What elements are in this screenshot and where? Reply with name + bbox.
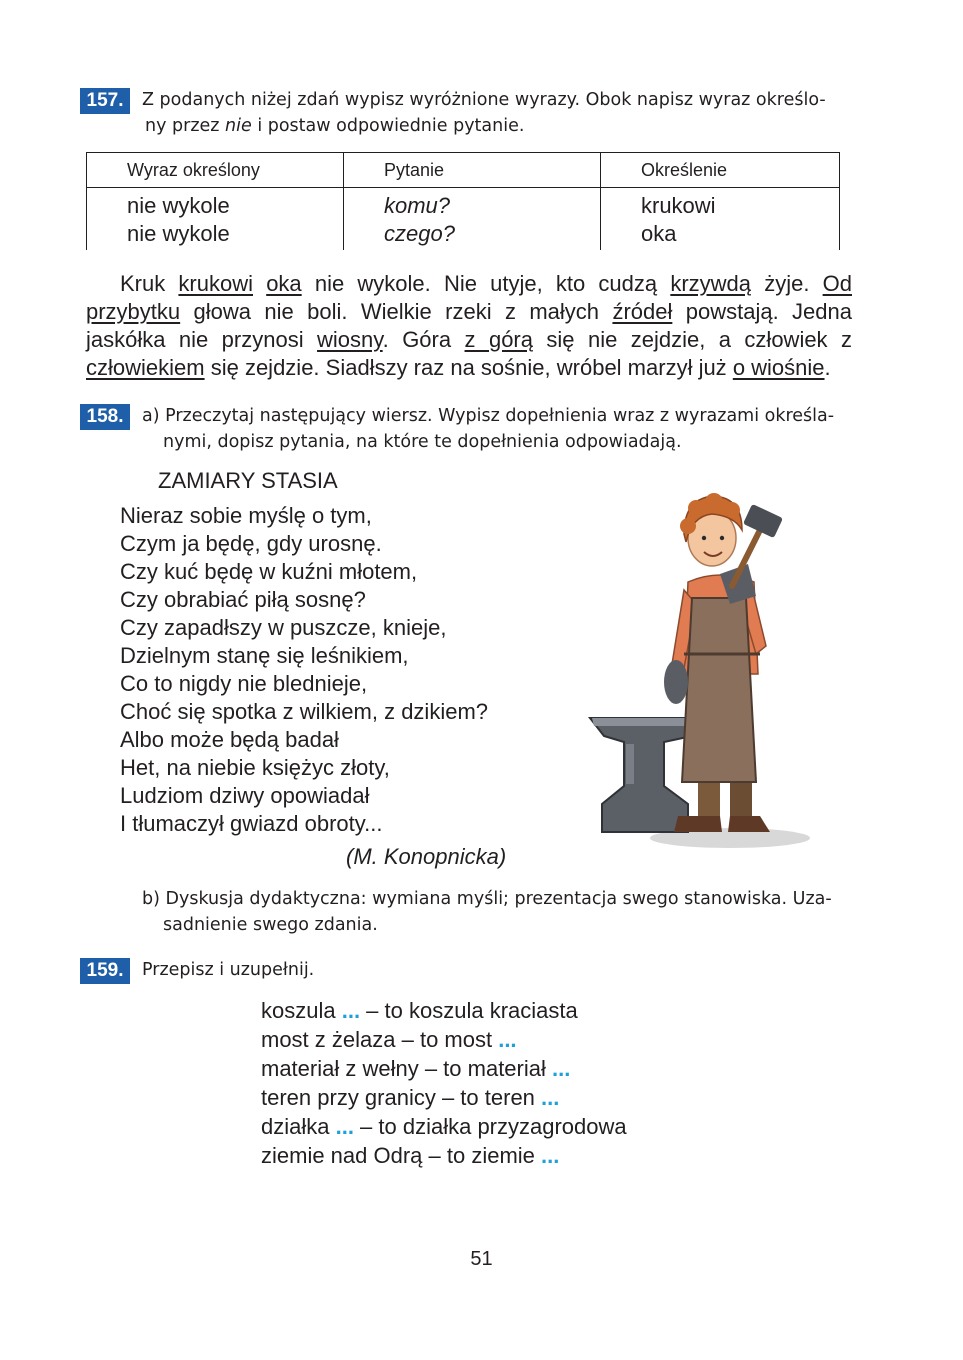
poem-line: Czy zapadłszy w puszcze, knieje,	[120, 615, 447, 640]
blank-dots: ...	[541, 1143, 560, 1168]
exercise-157-sentences	[86, 270, 852, 382]
highlighted-word: o wiośnie	[732, 355, 825, 380]
item-text: koszula	[261, 998, 342, 1023]
exercise-159-instruction: Przepisz i uzupełnij.	[142, 960, 315, 980]
poem-line: Ludziom dziwy opowiadał	[120, 783, 370, 808]
instruction-line-2: sadnienie swego zdania.	[163, 915, 378, 935]
poem-author: (M. Konopnicka)	[346, 844, 507, 869]
sentence-text: . Góra	[382, 327, 465, 352]
sentence-text: powstają. Jedna jaskółka nie przynosi	[86, 299, 853, 352]
item-text: – to działka przyzagrodowa	[353, 1114, 627, 1139]
highlighted-word: krzywdą	[670, 271, 752, 296]
list-item	[261, 1025, 627, 1054]
exercise-159-number: 159.	[80, 958, 130, 984]
blank-dots: ...	[498, 1027, 517, 1052]
table-cell: komu?	[344, 188, 601, 221]
table-row	[87, 188, 840, 221]
exercise-157-instruction	[142, 87, 854, 139]
sentence-text: .	[824, 355, 831, 380]
table-cell: czego?	[344, 220, 601, 250]
blank-dots: ...	[335, 1114, 354, 1139]
blacksmith-boy-illustration	[580, 486, 810, 858]
poem	[120, 502, 488, 838]
table-header-row	[87, 153, 840, 188]
poem-line: Choć się spotka z wilkiem, z dzikiem?	[120, 699, 489, 724]
sentence-text	[253, 271, 266, 296]
table-cell: nie wykole	[87, 188, 344, 221]
table-cell: oka	[601, 220, 840, 250]
poem-line: Czy kuć będę w kuźni młotem,	[120, 559, 418, 584]
item-text: ziemie nad Odrą – to ziemie	[261, 1143, 542, 1168]
left-glove	[664, 660, 688, 704]
exercise-157-number: 157.	[80, 88, 130, 114]
instruction-line-1: Z podanych niżej zdań wypisz wyróżnione wyrazy. Obok napisz wyraz określo-	[142, 90, 826, 110]
highlighted-word: źródeł	[612, 299, 673, 324]
page-number: 51	[470, 1248, 493, 1270]
poem-line: Czym ja będę, gdy urosnę.	[120, 531, 382, 556]
item-text: – to koszula kraciasta	[360, 998, 578, 1023]
list-item	[261, 1083, 627, 1112]
sentence-text: się nie zejdzie, a człowiek z	[533, 327, 852, 352]
highlighted-word: z górą	[464, 327, 533, 352]
highlighted-word: wiosny	[317, 327, 383, 352]
instruction-line-2: nymi, dopisz pytania, na które te dopełnienia odpowiadają.	[163, 432, 682, 452]
list-item	[261, 1112, 627, 1141]
list-item	[261, 1141, 627, 1170]
list-item	[261, 996, 627, 1025]
highlighted-word: przybytku	[86, 299, 181, 324]
exercise-158-instruction-b	[142, 886, 854, 938]
list-item	[261, 1054, 627, 1083]
exercise-158-instruction-a	[142, 403, 854, 455]
sentence-text: Kruk	[120, 271, 179, 296]
instruction-line-2	[142, 113, 854, 139]
poem-title: ZAMIARY STASIA	[158, 468, 338, 493]
item-text: materiał z wełny – to materiał	[261, 1056, 552, 1081]
poem-line: Dzielnym stanę się leśnikiem,	[120, 643, 409, 668]
sentence-text: nie wykole. Nie utyje, kto cudzą	[301, 271, 671, 296]
highlighted-word: człowiekiem	[86, 355, 205, 380]
highlighted-word: Od	[822, 271, 852, 296]
blank-dots: ...	[341, 998, 361, 1023]
header-wyraz-okreslony: Wyraz określony	[87, 153, 344, 188]
exercise-159-items	[261, 996, 627, 1170]
instruction-text: ny przez	[145, 116, 226, 136]
header-okreslenie: Określenie	[601, 153, 840, 188]
poem-line: I tłumaczył gwiazd obroty...	[120, 811, 383, 836]
item-text: teren przy granicy – to teren	[261, 1085, 542, 1110]
poem-line: Czy obrabiać piłą sosnę?	[120, 587, 366, 612]
exercise-157-table	[86, 152, 840, 250]
sentence-text: żyje.	[751, 271, 823, 296]
blank-dots: ...	[552, 1056, 571, 1081]
highlighted-word: oka	[266, 271, 302, 296]
instruction-italic-nie: nie	[225, 116, 252, 136]
blank-dots: ...	[541, 1085, 560, 1110]
poem-line: Albo może będą badał	[120, 727, 339, 752]
table-row	[87, 220, 840, 250]
poem-line: Co to nigdy nie blednieje,	[120, 671, 368, 696]
poem-line: Het, na niebie księżyc złoty,	[120, 755, 390, 780]
poem-line: Nieraz sobie myślę o tym,	[120, 503, 372, 528]
sentence-text: się zejdzie. Siadłszy raz na sośnie, wróbel marzył już	[204, 355, 733, 380]
instruction-text: i postaw odpowiednie pytanie.	[251, 116, 525, 136]
table-cell: nie wykole	[87, 220, 344, 250]
item-text: most z żelaza – to most	[261, 1027, 499, 1052]
table-cell: krukowi	[601, 188, 840, 221]
instruction-line-1: b) Dyskusja dydaktyczna: wymiana myśli; prezentacja swego stanowiska. Uza-	[142, 889, 832, 909]
item-text: działka	[261, 1114, 336, 1139]
exercise-158-number: 158.	[80, 404, 130, 430]
instruction-line-1: a) Przeczytaj następujący wiersz. Wypisz dopełnienia wraz z wyrazami określa-	[142, 406, 835, 426]
header-pytanie: Pytanie	[344, 153, 601, 188]
highlighted-word: krukowi	[178, 271, 253, 296]
sentence-text: głowa nie boli. Wielkie rzeki z małych	[180, 299, 613, 324]
